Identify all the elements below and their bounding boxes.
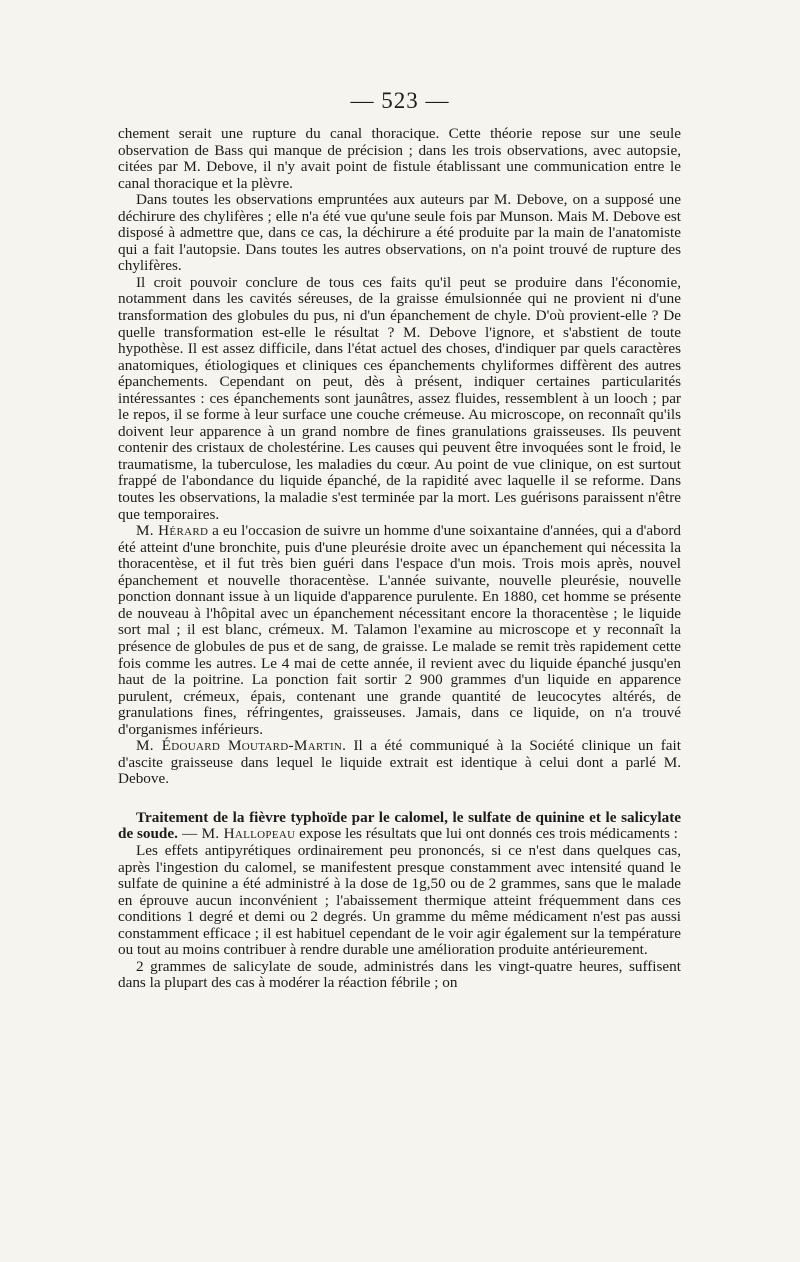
- paragraph: Dans toutes les observations empruntées aux auteurs par M. Debove, on a supposé une déchirure des chylifères ; elle n'a été vue qu'une seule fois par Munson. Mais M. Debove est disposé à admettre que, dans ce cas, la déchirure a été produite par la main de l'anatomiste qui a fait l'autopsie. Dans toutes les autres observations, on n'a point trouvé de rupture des chylifères.: [118, 191, 681, 275]
- speaker-name: — M. Hallopeau: [177, 825, 296, 843]
- paragraph: Il croit pouvoir conclure de tous ces faits qu'il peut se produire dans l'économie, notamment dans les cavités séreuses, de la graisse émulsionnée qui ne provient ni d'une transformation des globules du pus, ni d'un épanchement de chyle. D'où provient-elle ? De quelle transformation est-elle le résultat ? M. Debove l'ignore, et s'abstient de toute hypothèse. Il est assez difficile, dans l'état actuel des choses, d'indiquer par quels caractères anatomiques, étiologiques et cliniques ces épanchements chyliformes diffèrent des autres épanchements. Cependant on peut, dès à présent, indiquer certaines particularités intéressantes : ces épanchements sont jaunâtres, assez fluides, ressemblent à un looch ; par le repos, il se forme à leur surface une couche crémeuse. Au microscope, on reconnaît qu'ils doivent leur apparence à un grand nombre de fines granulations graisseuses. Ils peuvent contenir des cristaux de cholestérine. Les causes qui peuvent être invoquées sont le froid, le traumatisme, la tuberculose, les maladies du cœur. Au point de vue clinique, on est surtout frappé de l'abondance du liquide épanché, de la rapidité avec laquelle il se reforme. Dans toutes les observations, la maladie s'est terminée par la mort. Les guérisons paraissent n'être que temporaires.: [118, 273, 681, 523]
- body-text: [118, 126, 681, 992]
- paragraph: Les effets antipyrétiques ordinairement peu prononcés, si ce n'est dans quelques cas, après l'ingestion du calomel, se manifestent presque constamment avec intensité quand le sulfate de quinine a été administré à la dose de 1g,50 ou de 2 grammes, sans que le malade en éprouve aucun inconvénient ; l'abaissement thermique atteint fréquemment dans ces conditions 1 degré et demi ou 2 degrés. Un gramme du même médicament n'est pas aussi constamment efficace ; il est habituel cependant de le voir agir également sur la température ou tout au moins contribuer à rendre durable une amélioration produite antérieurement.: [118, 841, 681, 959]
- paragraph-herard: [118, 523, 681, 738]
- section-title: Traitement de la fièvre typhoïde par le calomel, le sulfate de quinine et le salicylate de soude.: [118, 808, 681, 843]
- section-paragraph: [118, 810, 681, 843]
- paragraph: 2 grammes de salicylate de soude, administrés dans les vingt-quatre heures, suffisent dans la plupart des cas à modérer la réaction fébrile ; on: [118, 957, 681, 992]
- paragraph-moutard-martin: [118, 738, 681, 788]
- paragraph-body: a eu l'occasion de suivre un homme d'une soixantaine d'années, qui a d'abord été atteint d'une bronchite, puis d'une pleurésie droite avec un épanchement qui nécessita la thoracentèse, et il fut très bien guéri dans l'espace d'un mois. Trois mois après, nouvel épanchement et nouvelle thoracentèse. L'année suivante, nouvelle pleurésie, nouvelle ponction donnant issue à un liquide d'apparence purulente. En 1880, cet homme se présente de nouveau à l'hôpital avec un épanchement nécessitant encore la thoracentèse ; le liquide sort mal ; il est blanc, crémeux. M. Talamon l'examine au microscope et y reconnaît la présence de globules de pus et de sang, de graisse. Le malade se remit très rapidement cette fois comme les autres. Le 4 mai de cette année, il revient avec du liquide épanché jusqu'en haut de la poitrine. La ponction fait sortir 2 900 grammes d'un liquide en apparence purulent, crémeux, épais, contenant une grande quantité de leucocytes altérés, de granulations fines, réfringentes, graisseuses. Jamais, dans ce liquide, on n'a trouvé d'organismes inférieurs.: [118, 522, 682, 738]
- paragraph-body: . Il a été communiqué à la Société clinique un fait d'ascite graisseuse dans lequel le liquide extrait est identique à celui dont a parlé M. Debove.: [118, 737, 681, 788]
- page-number: — 523 —: [350, 88, 450, 113]
- paragraph-body: expose les résultats que lui ont donnés ces trois médicaments :: [295, 825, 678, 843]
- speaker-name: M. Édouard Moutard-Martin: [136, 737, 343, 755]
- speaker-name: M. Hérard: [136, 522, 209, 540]
- paragraph-continuation: chement serait une rupture du canal thoracique. Cette théorie repose sur une seule observation de Bass qui manque de précision ; dans les trois observations, avec autopsie, citées par M. Debove, il n'y avait point de fistule établissant une communication entre le canal thoracique et la plèvre.: [118, 125, 681, 192]
